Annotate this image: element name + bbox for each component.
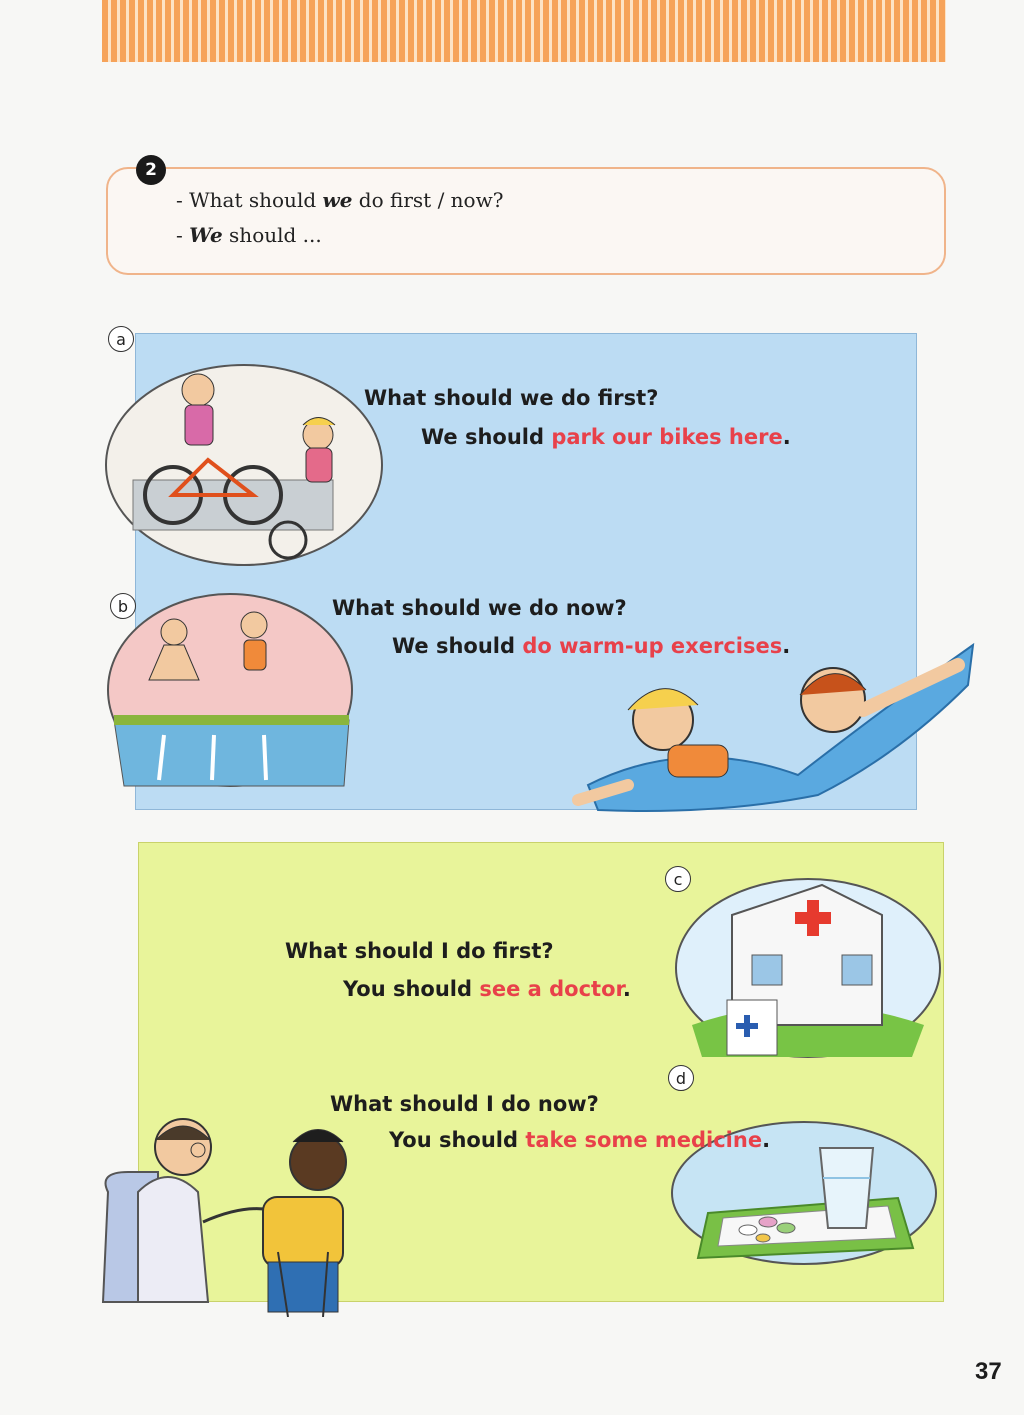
answer-a-suffix: .: [782, 425, 791, 449]
answer-a: [421, 425, 791, 449]
answer-c: [343, 977, 631, 1001]
answer-c-prefix: You should: [343, 977, 480, 1001]
pattern-line-1-end: do first / now?: [352, 188, 504, 212]
answer-c-highlight: see a doctor: [479, 977, 623, 1001]
question-b: What should we do now?: [332, 596, 627, 620]
warm-up-illustration: [104, 590, 356, 790]
pattern-line-2-dash: -: [176, 223, 190, 247]
pattern-line-1-start: - What should: [176, 188, 323, 212]
answer-b-suffix: .: [782, 634, 791, 658]
pattern-line-2-em: We: [189, 223, 223, 247]
question-d: What should I do now?: [330, 1092, 599, 1116]
label-a: a: [108, 326, 134, 352]
answer-c-suffix: .: [622, 977, 631, 1001]
header-stripe: [102, 0, 946, 62]
doctor-patient-illustration: [88, 1102, 408, 1317]
question-a: What should we do first?: [364, 386, 659, 410]
label-b: b: [110, 593, 136, 619]
answer-b-prefix: We should: [392, 634, 523, 658]
pattern-line-2-end: should ...: [222, 223, 322, 247]
page-number: 37: [975, 1358, 1002, 1385]
bike-parking-illustration: [103, 360, 385, 570]
question-c: What should I do first?: [285, 939, 554, 963]
pattern-line-1: [176, 188, 503, 212]
swimmers-illustration: [568, 625, 978, 815]
label-d: d: [668, 1065, 694, 1091]
answer-d-suffix: .: [762, 1128, 771, 1152]
section-number-badge: 2: [136, 155, 166, 185]
answer-b-highlight: do warm-up exercises: [522, 634, 783, 658]
answer-a-prefix: We should: [421, 425, 552, 449]
pattern-line-2: [176, 223, 322, 247]
answer-d-highlight: take some medicine: [525, 1128, 763, 1152]
hospital-illustration: [672, 875, 944, 1061]
answer-d-prefix: You should: [389, 1128, 526, 1152]
answer-a-highlight: park our bikes here: [551, 425, 783, 449]
sentence-pattern-box: [106, 167, 946, 275]
pattern-line-1-em: we: [322, 188, 353, 212]
label-c: c: [665, 866, 691, 892]
answer-d: [389, 1128, 770, 1152]
